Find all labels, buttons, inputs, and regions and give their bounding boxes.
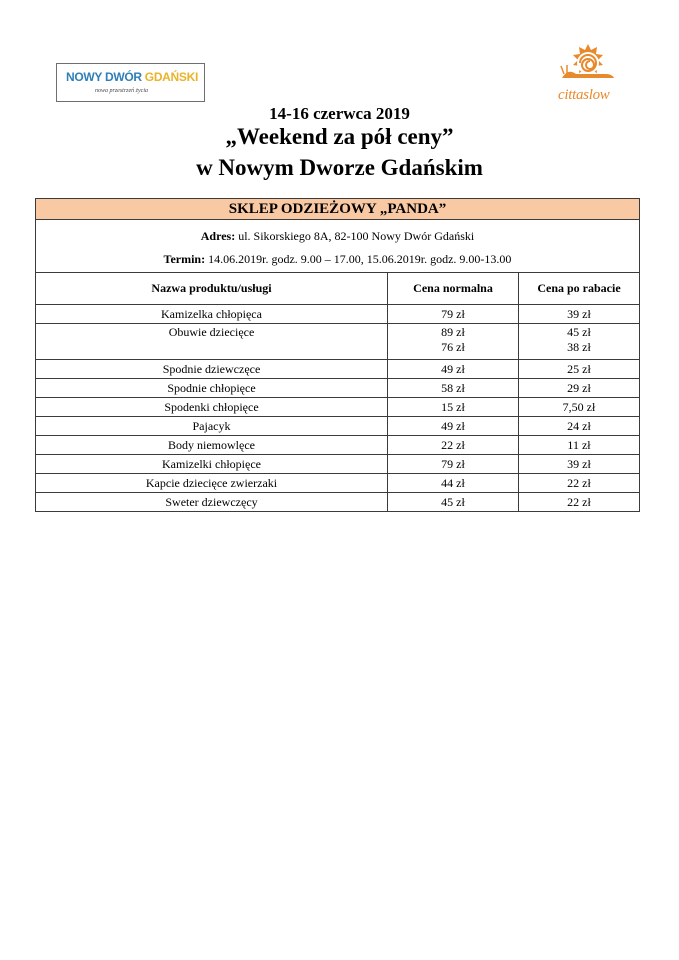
normal-price-cell: [388, 474, 519, 493]
discount-price-cell: [519, 398, 640, 417]
discount-price: 39 zł: [567, 457, 591, 471]
column-header-row: [36, 273, 640, 305]
shop-info-row: [36, 220, 640, 273]
product-name: Kapcie dziecięce zwierzaki: [36, 474, 388, 493]
column-header-normal: Cena normalna: [388, 273, 519, 305]
nowy-dwor-gdanski-logo: [56, 63, 205, 102]
discount-price-cell: [519, 360, 640, 379]
table-row: [36, 417, 640, 436]
column-header-name: Nazwa produktu/usługi: [36, 273, 388, 305]
normal-price-cell: [388, 417, 519, 436]
discount-price-cell: [519, 493, 640, 512]
discount-price: 39 zł: [567, 307, 591, 321]
event-title: „Weekend za pół ceny”: [225, 124, 454, 149]
product-name: Pajacyk: [36, 417, 388, 436]
logo-left-tagline: nowa przestrzeń życia: [95, 88, 148, 94]
table-row: [36, 305, 640, 324]
normal-price-cell: [388, 324, 519, 360]
event-date: 14-16 czerwca 2019: [269, 104, 410, 123]
normal-price-cell: [388, 305, 519, 324]
logo-left-part1: NOWY DWÓR: [66, 70, 145, 84]
discount-price-cell: [519, 379, 640, 398]
normal-price-cell: [388, 436, 519, 455]
normal-price-cell: [388, 379, 519, 398]
column-header-discount: Cena po rabacie: [519, 273, 640, 305]
discount-price: 22 zł: [567, 495, 591, 509]
event-place: w Nowym Dworze Gdańskim: [196, 155, 483, 180]
discount-price: 22 zł: [567, 476, 591, 490]
normal-price: 58 zł: [441, 381, 465, 395]
discount-price-cell: [519, 474, 640, 493]
product-name: Kamizelka chłopięca: [36, 305, 388, 324]
table-row: [36, 474, 640, 493]
address-label: Adres:: [200, 229, 236, 243]
cittaslow-logo: [552, 38, 624, 104]
normal-price: 44 zł: [441, 476, 465, 490]
product-name: Sweter dziewczęcy: [36, 493, 388, 512]
table-row: [36, 436, 640, 455]
product-name: Body niemowlęce: [36, 436, 388, 455]
table-row: [36, 360, 640, 379]
normal-price: 22 zł: [441, 438, 465, 452]
discount-price: 24 zł: [567, 419, 591, 433]
normal-price: 49 zł: [441, 362, 465, 376]
discount-price: 29 zł: [567, 381, 591, 395]
table-row: [36, 398, 640, 417]
normal-price-cell: [388, 455, 519, 474]
term-line: [36, 252, 639, 266]
normal-price: 89 zł: [441, 325, 465, 339]
discount-price-cell: [519, 436, 640, 455]
normal-price: 79 zł: [441, 457, 465, 471]
address-line: [36, 229, 639, 243]
table-row: [36, 379, 640, 398]
discount-price-cell: [519, 305, 640, 324]
discount-price-cell: [519, 455, 640, 474]
logo-left-text: [66, 70, 198, 84]
discount-price: 11 zł: [567, 438, 591, 452]
discount-price: 38 zł: [567, 340, 591, 354]
product-name: Obuwie dziecięce: [36, 324, 388, 360]
normal-price: 15 zł: [441, 400, 465, 414]
table-row: [36, 324, 640, 360]
discount-price: 7,50 zł: [562, 400, 596, 414]
shop-name: SKLEP ODZIEŻOWY „PANDA”: [36, 199, 640, 220]
logo-left-part2: GDAŃSKI: [144, 70, 199, 84]
normal-price-cell: [388, 493, 519, 512]
shop-name-row: [36, 199, 640, 220]
term-value: 14.06.2019r. godz. 9.00 – 17.00, 15.06.2019r. godz. 9.00-13.00: [205, 252, 512, 266]
snail-icon: [552, 38, 624, 90]
price-table: [35, 198, 640, 512]
normal-price: 79 zł: [441, 307, 465, 321]
normal-price: 49 zł: [441, 419, 465, 433]
normal-price-cell: [388, 398, 519, 417]
term-label: Termin:: [163, 252, 206, 266]
cittaslow-wordmark: cittaslow: [558, 87, 610, 103]
product-name: Spodenki chłopięce: [36, 398, 388, 417]
normal-price: 76 zł: [441, 340, 465, 354]
product-name: Spodnie chłopięce: [36, 379, 388, 398]
discount-price: 45 zł: [567, 325, 591, 339]
product-name: Spodnie dziewczęce: [36, 360, 388, 379]
normal-price: 45 zł: [441, 495, 465, 509]
shop-info: [36, 220, 640, 273]
table-row: [36, 493, 640, 512]
normal-price-cell: [388, 360, 519, 379]
address-value: ul. Sikorskiego 8A, 82-100 Nowy Dwór Gdański: [235, 229, 475, 243]
discount-price: 25 zł: [567, 362, 591, 376]
product-name: Kamizelki chłopięce: [36, 455, 388, 474]
discount-price-cell: [519, 324, 640, 360]
table-row: [36, 455, 640, 474]
discount-price-cell: [519, 417, 640, 436]
table-body: [36, 305, 640, 512]
